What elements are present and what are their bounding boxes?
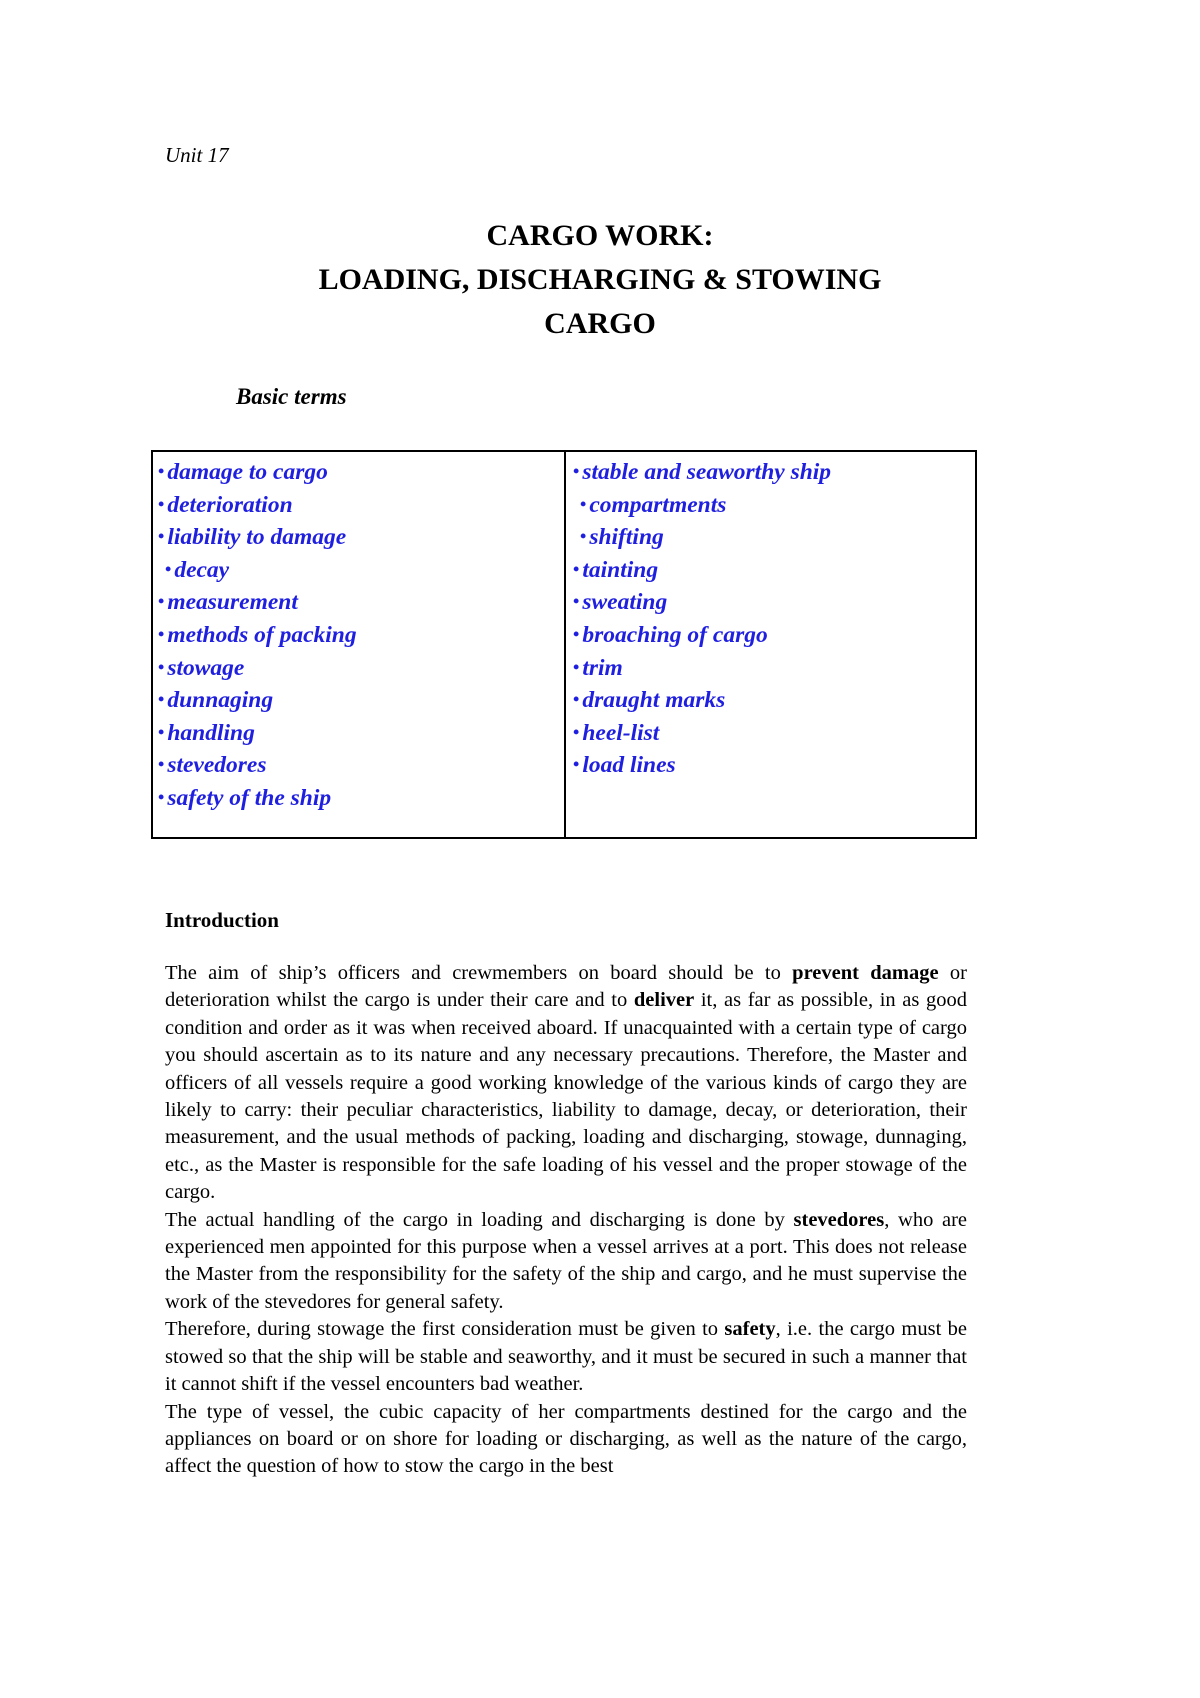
terms-column-left xyxy=(153,452,566,837)
term-item xyxy=(573,586,975,619)
term-item xyxy=(158,521,564,554)
paragraph xyxy=(165,960,967,1207)
term-item xyxy=(573,749,975,782)
bold-term: stevedores xyxy=(793,1208,885,1231)
term-item xyxy=(573,456,975,489)
bullet-icon: • xyxy=(165,558,172,579)
text-run: , i.e. the cargo must be stowed so that the ship will be stable and seaworthy, and it must be secured in such a manner that it cannot shift if the vessel encounters bad weather. xyxy=(165,1318,967,1396)
term-label: liability to damage xyxy=(167,524,347,551)
bullet-icon: • xyxy=(158,591,165,612)
term-label: damage to cargo xyxy=(167,459,328,485)
term-label: stable and seaworthy ship xyxy=(582,459,832,485)
term-label: shifting xyxy=(589,524,664,551)
term-item xyxy=(158,749,564,782)
term-item xyxy=(573,521,975,554)
bullet-icon: • xyxy=(580,493,587,514)
term-label: heel-list xyxy=(582,719,660,746)
bullet-icon: • xyxy=(573,656,580,677)
text-run: , who are experienced men appointed for this purpose when a vessel arrives at a port. This does not release the Master from the responsibility for the safety of the ship and cargo, and he must supervise the work of the stevedores for general safety. xyxy=(165,1208,967,1313)
bullet-icon: • xyxy=(158,656,165,677)
paragraph xyxy=(165,1207,967,1317)
term-item xyxy=(158,456,564,489)
bullet-icon: • xyxy=(158,623,165,644)
term-item xyxy=(573,652,975,685)
bullet-icon: • xyxy=(573,591,580,612)
bold-term: prevent damage xyxy=(792,962,939,984)
bullet-icon: • xyxy=(158,526,165,547)
text-run: Therefore, during stowage the first consideration must be given to xyxy=(165,1318,725,1341)
term-item xyxy=(158,619,564,652)
text-run: or deterioration whilst the cargo is under their care and to xyxy=(165,962,968,1012)
terms-column-right xyxy=(566,452,975,837)
term-item xyxy=(573,717,975,750)
term-item xyxy=(158,782,564,815)
term-label: measurement xyxy=(167,589,298,616)
bullet-icon: • xyxy=(158,754,165,775)
basic-terms-table xyxy=(151,450,977,839)
term-item xyxy=(158,489,564,522)
bullet-icon: • xyxy=(573,558,580,579)
bullet-icon: • xyxy=(573,754,580,775)
bullet-icon: • xyxy=(158,721,165,742)
introduction-body xyxy=(165,960,967,1481)
term-item xyxy=(158,717,564,750)
title-line-3: CARGO xyxy=(544,307,656,340)
introduction-heading: Introduction xyxy=(165,908,279,932)
term-label: safety of the ship xyxy=(167,784,332,811)
term-label: sweating xyxy=(582,589,668,616)
text-run: it, as far as possible, in as good condition and order as it was when received aboard. If unacquainted with a certain type of cargo you should ascertain as to its nature and any necessary precautions. Therefore, the Master and officers of all vessels require a good working knowledge of the various kinds of cargo they are likely to carry: their peculiar characteristics, liability to damage, decay, or deterioration, their measurement, and the usual methods of packing, loading and discharging, stowage, dunnaging, etc., as the Master is responsible for the safe loading of his vessel and the proper stowage of the cargo. xyxy=(165,989,967,1204)
term-label: deterioration xyxy=(167,491,293,518)
bullet-icon: • xyxy=(573,721,580,742)
term-label: broaching of cargo xyxy=(582,621,768,648)
bullet-icon: • xyxy=(158,689,165,710)
term-item xyxy=(158,586,564,619)
term-label: stevedores xyxy=(167,752,267,779)
term-item xyxy=(158,652,564,685)
term-label: compartments xyxy=(589,491,727,518)
term-label: trim xyxy=(582,654,623,681)
term-label: methods of packing xyxy=(167,621,357,648)
term-item xyxy=(573,489,975,522)
bullet-icon: • xyxy=(158,493,165,514)
term-label: tainting xyxy=(582,556,659,583)
bullet-icon: • xyxy=(158,461,165,481)
bullet-icon: • xyxy=(158,786,165,807)
paragraph xyxy=(165,1316,967,1398)
title-line-2: LOADING, DISCHARGING & STOWING xyxy=(318,263,882,296)
term-item xyxy=(573,684,975,717)
term-item xyxy=(573,554,975,587)
bold-term: deliver xyxy=(633,989,695,1012)
bullet-icon: • xyxy=(573,461,580,481)
term-item xyxy=(158,684,564,717)
bold-term: safety xyxy=(724,1318,776,1341)
term-label: draught marks xyxy=(582,687,726,714)
unit-label: Unit 17 xyxy=(165,143,229,167)
term-item xyxy=(158,554,564,587)
term-label: dunnaging xyxy=(167,687,274,714)
term-label: stowage xyxy=(167,654,245,681)
title-line-1: CARGO WORK: xyxy=(486,219,714,252)
text-run: The aim of ship’s officers and crewmembers on board should be to xyxy=(165,962,793,984)
term-label: handling xyxy=(167,719,255,746)
term-item xyxy=(573,619,975,652)
term-label: decay xyxy=(174,556,230,583)
bullet-icon: • xyxy=(580,526,587,547)
paragraph: The type of vessel, the cubic capacity of her compartments destined for the cargo and the appliances on board or on shore for loading or discharging, as well as the nature of the cargo, affect the question of how to stow the cargo in the best xyxy=(165,1400,967,1478)
bullet-icon: • xyxy=(573,689,580,710)
page-title xyxy=(120,214,1080,346)
basic-terms-heading: Basic terms xyxy=(236,384,347,409)
term-label: load lines xyxy=(582,752,676,779)
bullet-icon: • xyxy=(573,623,580,644)
text-run: The actual handling of the cargo in loading and discharging is done by xyxy=(165,1208,794,1231)
